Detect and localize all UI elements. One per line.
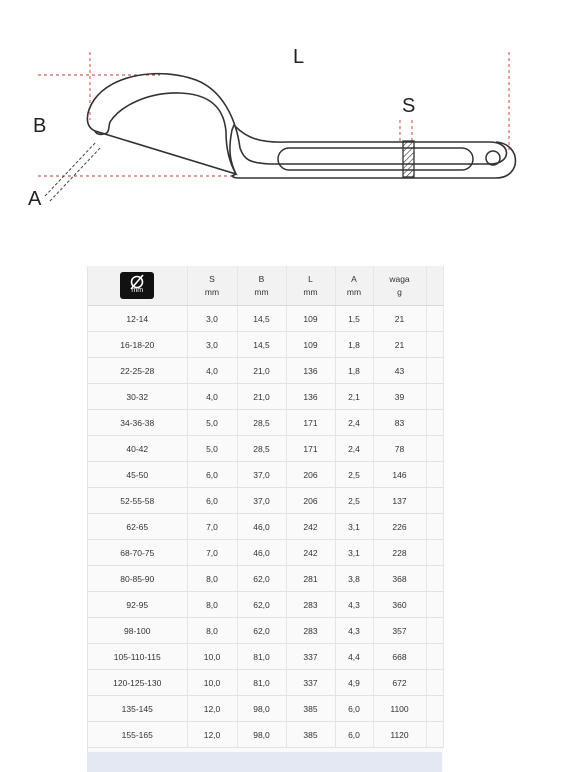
- a-cell: 4,9: [335, 670, 373, 696]
- header-b: [237, 266, 286, 306]
- row-spacer: [426, 696, 443, 722]
- a-cell: 2,5: [335, 462, 373, 488]
- diameter-cell: 40-42: [88, 436, 187, 462]
- header-b-name: B: [258, 273, 265, 284]
- s-cell: 12,0: [187, 696, 237, 722]
- header-s-unit: mm: [204, 286, 220, 297]
- diameter-cell: 45-50: [88, 462, 187, 488]
- a-cell: 2,1: [335, 384, 373, 410]
- header-l-unit: mm: [303, 286, 318, 297]
- handle-hole: [486, 151, 500, 165]
- s-cell: 8,0: [187, 566, 237, 592]
- table-row: [88, 384, 443, 410]
- s-cell: 8,0: [187, 592, 237, 618]
- weight-cell: 78: [373, 436, 426, 462]
- diameter-cell: 62-65: [88, 514, 187, 540]
- row-spacer: [426, 592, 443, 618]
- a-cell: 2,4: [335, 410, 373, 436]
- handle-slot: [278, 148, 473, 170]
- l-cell: 337: [286, 670, 335, 696]
- header-b-unit: mm: [254, 286, 269, 297]
- weight-cell: 146: [373, 462, 426, 488]
- weight-cell: 83: [373, 410, 426, 436]
- table-row: [88, 306, 443, 332]
- s-cell: 3,0: [187, 332, 237, 358]
- l-cell: 206: [286, 488, 335, 514]
- diameter-cell: 34-36-38: [88, 410, 187, 436]
- s-cell: 7,0: [187, 514, 237, 540]
- b-cell: 28,5: [237, 436, 286, 462]
- header-a-unit: mm: [346, 286, 362, 297]
- a-cell: 1,5: [335, 306, 373, 332]
- weight-cell: 1120: [373, 722, 426, 748]
- weight-cell: 368: [373, 566, 426, 592]
- s-cell: 5,0: [187, 410, 237, 436]
- diameter-cell: 12-14: [88, 306, 187, 332]
- row-spacer: [426, 644, 443, 670]
- a-cell: 3,1: [335, 540, 373, 566]
- weight-cell: 228: [373, 540, 426, 566]
- a-cell: 3,8: [335, 566, 373, 592]
- header-s: [187, 266, 237, 306]
- l-cell: 242: [286, 540, 335, 566]
- weight-cell: 668: [373, 644, 426, 670]
- spec-table-container: [87, 266, 443, 772]
- table-row: [88, 644, 443, 670]
- header-a-name: A: [351, 273, 357, 284]
- wrench-outline: [87, 74, 515, 178]
- b-cell: 98,0: [237, 696, 286, 722]
- l-cell: 337: [286, 644, 335, 670]
- dim-label-l: L: [293, 46, 305, 68]
- s-cell: 5,0: [187, 436, 237, 462]
- a-cell: 4,4: [335, 644, 373, 670]
- wrench-diagram: [0, 0, 564, 240]
- s-cell: 12,0: [187, 722, 237, 748]
- a-cell: 3,1: [335, 514, 373, 540]
- b-cell: 37,0: [237, 462, 286, 488]
- diameter-cell: 80-85-90: [88, 566, 187, 592]
- l-cell: 283: [286, 592, 335, 618]
- b-cell: 28,5: [237, 410, 286, 436]
- row-spacer: [426, 358, 443, 384]
- header-weight-name: waga: [389, 273, 410, 284]
- diameter-cell: 155-165: [88, 722, 187, 748]
- header-l-name: L: [308, 273, 313, 284]
- l-cell: 136: [286, 358, 335, 384]
- weight-cell: 137: [373, 488, 426, 514]
- a-cell: 4,3: [335, 618, 373, 644]
- table-body: [88, 306, 443, 748]
- b-cell: 21,0: [237, 384, 286, 410]
- s-cell: 3,0: [187, 306, 237, 332]
- table-row: [88, 488, 443, 514]
- l-cell: 171: [286, 410, 335, 436]
- row-spacer: [426, 488, 443, 514]
- dim-label-s: S: [402, 95, 416, 117]
- b-cell: 62,0: [237, 618, 286, 644]
- diameter-cell: 105-110-115: [88, 644, 187, 670]
- dimension-lines: [38, 52, 509, 176]
- table-row: [88, 358, 443, 384]
- weight-cell: 357: [373, 618, 426, 644]
- diameter-cell: 16-18-20: [88, 332, 187, 358]
- table-row: [88, 566, 443, 592]
- l-cell: 281: [286, 566, 335, 592]
- a-cell: 2,4: [335, 436, 373, 462]
- table-row: [88, 514, 443, 540]
- weight-cell: 226: [373, 514, 426, 540]
- header-diameter: [88, 266, 187, 306]
- l-cell: 385: [286, 696, 335, 722]
- row-spacer: [426, 410, 443, 436]
- l-cell: 171: [286, 436, 335, 462]
- weight-cell: 21: [373, 332, 426, 358]
- a-cell: 6,0: [335, 696, 373, 722]
- wrench-drawing: [0, 0, 564, 240]
- header-spacer: [426, 266, 443, 306]
- header-s-name: S: [209, 273, 215, 284]
- row-spacer: [426, 436, 443, 462]
- b-cell: 37,0: [237, 488, 286, 514]
- diameter-cell: 68-70-75: [88, 540, 187, 566]
- diameter-badge: [120, 272, 154, 299]
- a-cell: 2,5: [335, 488, 373, 514]
- spec-table: [88, 266, 444, 748]
- diameter-unit: mm: [131, 287, 144, 294]
- row-spacer: [426, 332, 443, 358]
- diameter-cell: 92-95: [88, 592, 187, 618]
- s-cell: 6,0: [187, 462, 237, 488]
- s-cell: 7,0: [187, 540, 237, 566]
- diameter-cell: 52-55-58: [88, 488, 187, 514]
- diameter-cell: 30-32: [88, 384, 187, 410]
- header-a: [335, 266, 373, 306]
- table-row: [88, 618, 443, 644]
- b-cell: 46,0: [237, 540, 286, 566]
- dim-label-b: B: [33, 115, 47, 137]
- table-row: [88, 670, 443, 696]
- weight-cell: 360: [373, 592, 426, 618]
- row-spacer: [426, 514, 443, 540]
- s-cell: 4,0: [187, 384, 237, 410]
- weight-cell: 672: [373, 670, 426, 696]
- weight-cell: 43: [373, 358, 426, 384]
- l-cell: 242: [286, 514, 335, 540]
- diameter-cell: 120-125-130: [88, 670, 187, 696]
- section-s-hatch: [403, 141, 414, 177]
- table-row: [88, 462, 443, 488]
- table-footer-strip: [87, 752, 442, 772]
- row-spacer: [426, 670, 443, 696]
- l-cell: 385: [286, 722, 335, 748]
- s-cell: 10,0: [187, 670, 237, 696]
- row-spacer: [426, 618, 443, 644]
- table-row: [88, 696, 443, 722]
- header-weight: [373, 266, 426, 306]
- s-cell: 10,0: [187, 644, 237, 670]
- a-leader-lines: [45, 142, 101, 201]
- header-weight-unit: g: [397, 286, 402, 297]
- diameter-cell: 22-25-28: [88, 358, 187, 384]
- l-cell: 136: [286, 384, 335, 410]
- row-spacer: [426, 306, 443, 332]
- a-cell: 4,3: [335, 592, 373, 618]
- s-cell: 4,0: [187, 358, 237, 384]
- table-row: [88, 592, 443, 618]
- s-cell: 8,0: [187, 618, 237, 644]
- b-cell: 81,0: [237, 644, 286, 670]
- row-spacer: [426, 722, 443, 748]
- l-cell: 109: [286, 332, 335, 358]
- l-cell: 206: [286, 462, 335, 488]
- l-cell: 109: [286, 306, 335, 332]
- dim-label-a: A: [28, 188, 42, 210]
- weight-cell: 1100: [373, 696, 426, 722]
- b-cell: 81,0: [237, 670, 286, 696]
- table-row: [88, 436, 443, 462]
- b-cell: 62,0: [237, 592, 286, 618]
- table-row: [88, 722, 443, 748]
- header-l: [286, 266, 335, 306]
- table-header: [88, 266, 443, 306]
- row-spacer: [426, 384, 443, 410]
- row-spacer: [426, 540, 443, 566]
- s-cell: 6,0: [187, 488, 237, 514]
- l-cell: 283: [286, 618, 335, 644]
- diameter-cell: 98-100: [88, 618, 187, 644]
- row-spacer: [426, 462, 443, 488]
- b-cell: 98,0: [237, 722, 286, 748]
- diameter-cell: 135-145: [88, 696, 187, 722]
- weight-cell: 21: [373, 306, 426, 332]
- b-cell: 46,0: [237, 514, 286, 540]
- table-row: [88, 540, 443, 566]
- a-cell: 1,8: [335, 358, 373, 384]
- b-cell: 21,0: [237, 358, 286, 384]
- a-cell: 1,8: [335, 332, 373, 358]
- b-cell: 14,5: [237, 306, 286, 332]
- weight-cell: 39: [373, 384, 426, 410]
- b-cell: 62,0: [237, 566, 286, 592]
- a-cell: 6,0: [335, 722, 373, 748]
- row-spacer: [426, 566, 443, 592]
- b-cell: 14,5: [237, 332, 286, 358]
- table-row: [88, 332, 443, 358]
- table-row: [88, 410, 443, 436]
